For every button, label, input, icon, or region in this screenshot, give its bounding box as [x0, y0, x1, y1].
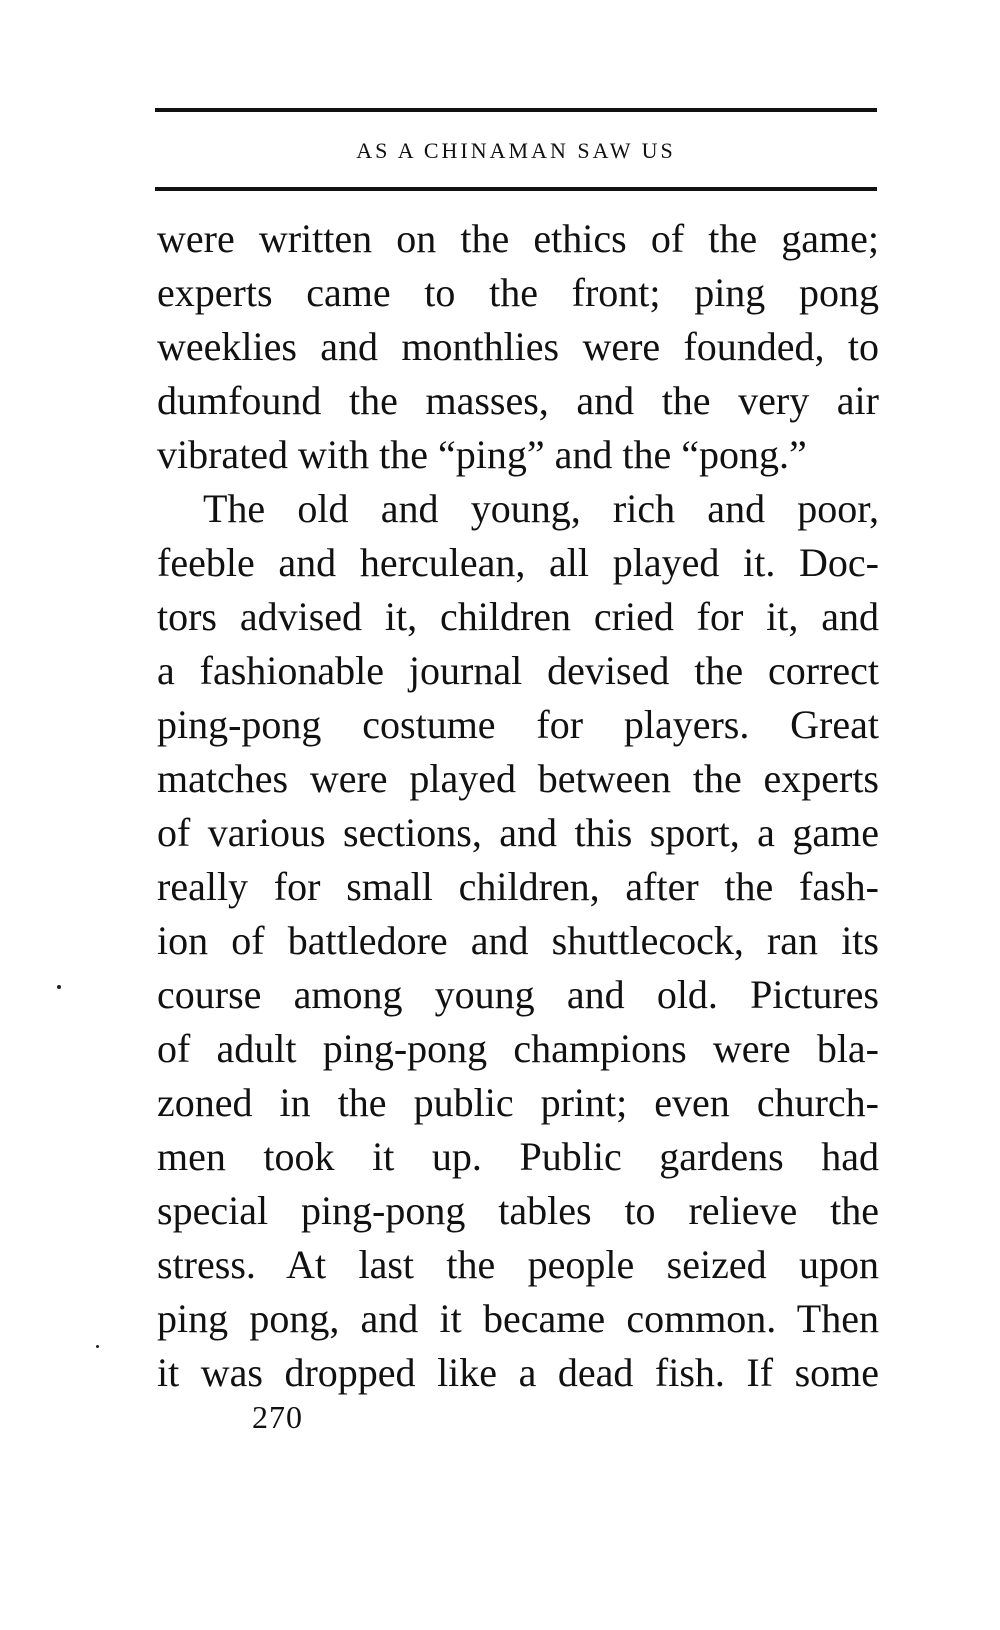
text-line: were written on the ethics of the game; [157, 216, 879, 261]
text-line-paragraph-start: The old and young, rich and poor, [203, 486, 879, 531]
text-line: of various sections, and this sport, a game [157, 810, 879, 855]
text-line: feeble and herculean, all played it. Doc- [157, 540, 879, 585]
text-line: experts came to the front; ping pong [157, 270, 879, 315]
text-line: ping pong, and it became common. Then [157, 1296, 879, 1341]
text-line: stress. At last the people seized upon [157, 1242, 879, 1287]
text-line: special ping-pong tables to relieve the [157, 1188, 879, 1233]
text-line: ping-pong costume for players. Great [157, 702, 879, 747]
text-line: tors advised it, children cried for it, and [157, 594, 879, 639]
text-line: a fashionable journal devised the correct [157, 648, 879, 693]
text-line: of adult ping-pong champions were bla- [157, 1026, 879, 1071]
scan-speck [96, 1345, 99, 1348]
text-line: matches were played between the experts [157, 756, 879, 801]
header-rule-top [155, 108, 877, 112]
text-line: dumfound the masses, and the very air [157, 378, 879, 423]
running-head: AS A CHINAMAN SAW US [356, 138, 676, 163]
text-line: vibrated with the “ping” and the “pong.” [157, 432, 807, 477]
text-line: zoned in the public print; even church- [157, 1080, 879, 1125]
page-number: 270 [252, 1399, 303, 1435]
text-line: really for small children, after the fash- [157, 864, 879, 909]
body-text [157, 212, 879, 1400]
text-line: weeklies and monthlies were founded, to [157, 324, 879, 369]
header-rule-bottom [155, 187, 877, 191]
text-line: men took it up. Public gardens had [157, 1134, 879, 1179]
text-line: course among young and old. Pictures [157, 972, 879, 1017]
scan-speck [57, 985, 61, 989]
text-line: ion of battledore and shuttlecock, ran its [157, 918, 879, 963]
text-line: it was dropped like a dead fish. If some [157, 1350, 879, 1395]
